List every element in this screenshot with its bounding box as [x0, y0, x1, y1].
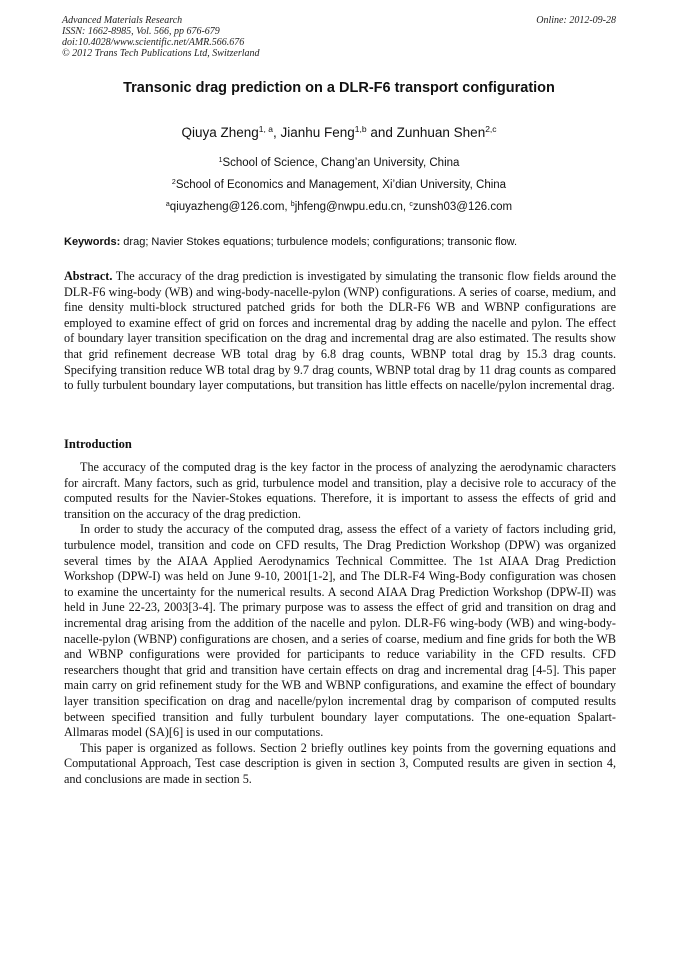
- affiliation-text: School of Science, Chang’an University, China: [222, 157, 460, 169]
- author-superscript: 1,b: [354, 124, 367, 134]
- author-separator: ,: [272, 125, 281, 140]
- author-separator: and: [366, 125, 397, 140]
- email-marker: a: [165, 201, 170, 208]
- doi-line: doi:10.4028/www.scientific.net/AMR.566.676: [62, 37, 245, 48]
- issn-line: ISSN: 1662-8985, Vol. 566, pp 676-679: [62, 26, 220, 37]
- affiliation-2: [0, 179, 678, 191]
- affiliation-1: [0, 157, 678, 169]
- email-marker: b: [290, 201, 295, 208]
- keywords-line: [64, 236, 616, 248]
- author-superscript: 1, a: [258, 124, 273, 134]
- email-address: jhfeng@nwpu.edu.cn,: [294, 201, 410, 213]
- introduction-body: [64, 460, 616, 787]
- affiliation-text: School of Economics and Management, Xi’dian University, China: [175, 179, 507, 191]
- journal-header: [62, 15, 616, 59]
- author-list: [0, 124, 678, 140]
- email-address: qiuyazheng@126.com,: [169, 201, 291, 213]
- journal-name: Advanced Materials Research: [62, 15, 183, 26]
- author-name: Jianhu Feng: [280, 125, 355, 140]
- affiliation-marker: 2: [171, 179, 176, 186]
- affiliation-marker: 1: [218, 157, 223, 164]
- keywords-label: Keywords:: [64, 236, 121, 248]
- abstract-text: The accuracy of the drag prediction is investigated by simulating the transonic flow fields around the DLR-F6 wing-body (WB) and wing-body-nacelle-pylon (WNP) configurations. A series of coarse, medium, and fine density multi-block structured patched grids for both the DLR-F6 WB and WBNP configurations are employed to examine effect of grid on forces and incremental drag by adding the nacelle and pylon. The effect of boundary layer transition specification on the drag and incremental drag are also estimated. The results show that grid refinement decrease WB total drag by 6.8 drag counts, WBNP total drag by 15.3 drag counts. Specifying transition reduce WB total drag by 9.7 drag counts, WBNP total drag by 11 drag counts as compared to fully turbulent boundary layer computations, but transition has little effects on nacelle/pylon incremental drag.: [64, 269, 616, 393]
- author-name: Qiuya Zheng: [181, 125, 259, 140]
- intro-paragraph-1: The accuracy of the computed drag is the key factor in the process of analyzing the aerodynamic characters for aircraft. Many factors, such as grid, turbulence model and transition, play a decisive role to accuracy of the computed results for the Navier-Stokes equations. Therefore, it is important to assess the effects of grid and transition on the accuracy of the drag prediction.: [64, 460, 616, 521]
- author-name: Zunhuan Shen: [396, 125, 486, 140]
- email-marker: c: [409, 201, 413, 208]
- paper-title: Transonic drag prediction on a DLR-F6 transport configuration: [123, 80, 555, 96]
- online-date: Online: 2012-09-28: [536, 15, 616, 26]
- author-superscript: 2,c: [485, 124, 497, 134]
- copyright-line: © 2012 Trans Tech Publications Ltd, Switzerland: [62, 48, 260, 59]
- email-address: zunsh03@126.com: [412, 201, 513, 213]
- section-heading-introduction: Introduction: [64, 437, 132, 451]
- email-line: [0, 201, 678, 213]
- abstract-paragraph: [64, 269, 616, 394]
- intro-paragraph-2: In order to study the accuracy of the computed drag, assess the effect of a variety of factors including grid, turbulence model, transition and code on CFD results, The Drag Prediction Workshop (DPW) was organized several times by the AIAA Applied Aerodynamics Technical Committee. The 1st AIAA Drag Prediction Workshop (DPW-I) was held on June 9-10, 2001[1-2], and The DLR-F4 Wing-Body configuration was chosen to examine the uncertainty for the numerical results. A second AIAA Drag Prediction Workshop (DPW-II) was held in June 22-23, 2003[3-4]. The primary purpose was to assess the effect of grid and transition on drag and incremental drag arising from the addition of the nacelle and pylon. DLR-F6 wing-body (WB) and wing-body-nacelle-pylon (WBNP) configurations are chosen, and a series of coarse, medium and fine grids for both the WB and WBNP configurations were provided for participants to reduce variability in the CFD results. CFD researchers thought that grid and transition have certain effects on drag and incremental drag [4-5]. This paper main carry on grid refinement study for the WB and WBNP configurations, and examine the effect of boundary layer transition specification on drag and nacelle/pylon incremental drag by comparison of computed results between specified transition and fully turbulent boundary layer computations. The one-equation Spalart-Allmaras model (SA)[6] is used in our computations.: [64, 522, 616, 740]
- keywords-text: drag; Navier Stokes equations; turbulence models; configurations; transonic flow.: [120, 236, 518, 248]
- abstract-label: Abstract.: [64, 269, 113, 283]
- intro-paragraph-3: This paper is organized as follows. Section 2 briefly outlines key points from the governing equations and Computational Approach, Test case description is given in section 3, Computed results are given in section 4, and conclusions are made in section 5.: [64, 740, 616, 786]
